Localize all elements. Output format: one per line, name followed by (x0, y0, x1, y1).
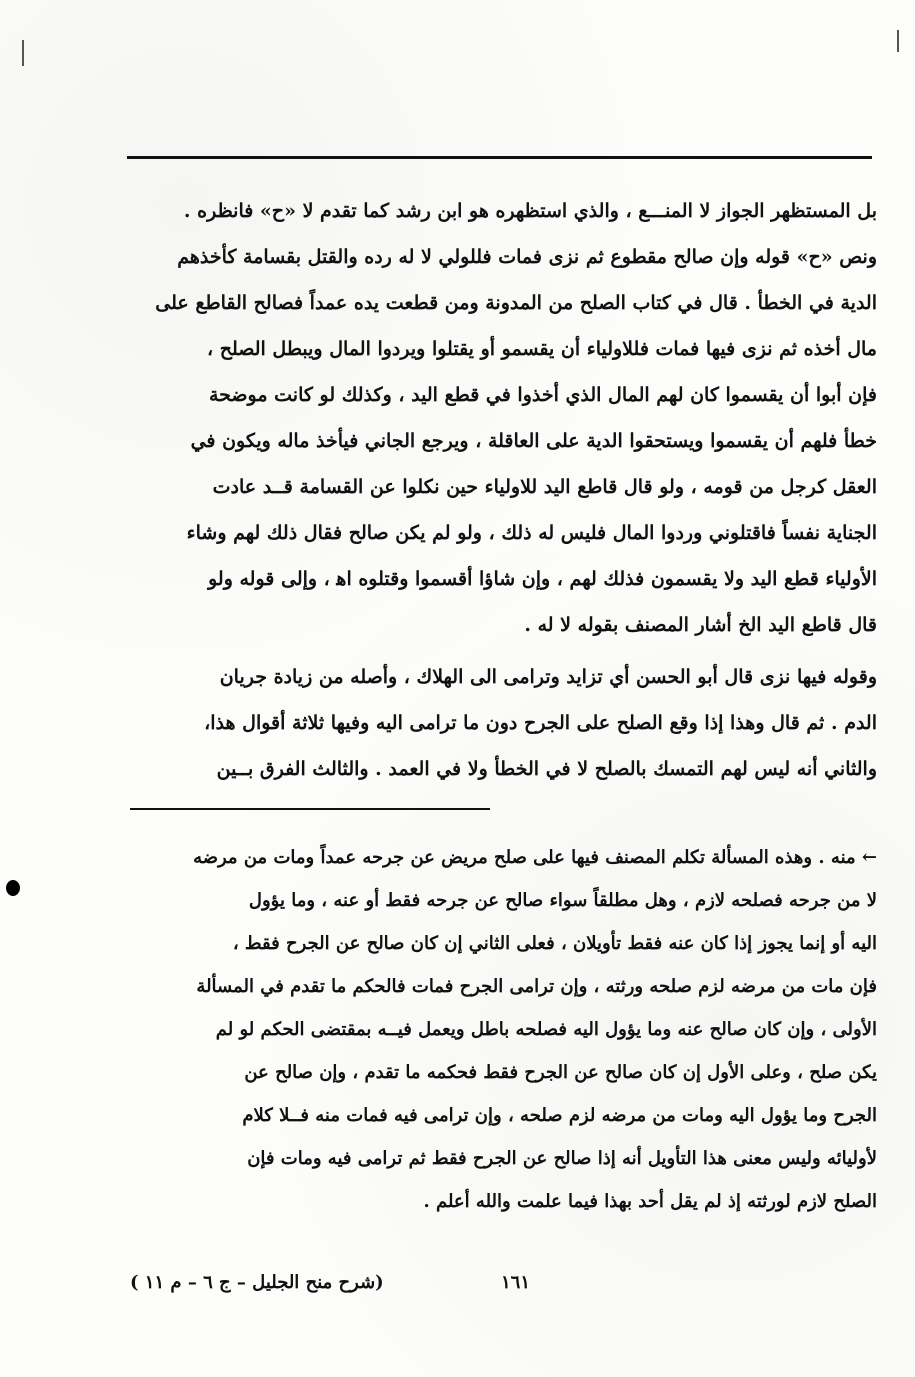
page-number: ١٦١ (500, 1272, 530, 1293)
ink-dot (6, 880, 20, 896)
text-line: الأولياء قطع اليد ولا يقسمون فذلك لهم ، وإن شاؤا أقسموا وقتلوه اﻫ ، وإلى قوله ولو (208, 568, 877, 590)
text-line: بل المستظهر الجواز لا المنـــع ، والذي استظهره هو ابن رشد كما تقدم لا «ح» فانظره . (183, 200, 877, 222)
footnote-line: لا من جرحه فصلحه لازم ، وهل مطلقاً سواء صالح عن جرحه فقط أو عنه ، وما يؤول (248, 890, 877, 911)
paragraph (125, 654, 877, 792)
paragraph (125, 188, 877, 648)
text-line: الجناية نفساً فاقتلوني وردوا المال فليس له ذلك ، ولو لم يكن صالح فقال ذلك لهم وشاء (186, 522, 877, 544)
text-line: الدية في الخطأ . قال في كتاب الصلح من المدونة ومن قطعت يده عمداً فصالح القاطع على (155, 292, 877, 314)
footnote-line: ← منه . وهذه المسألة تكلم المصنف فيها على صلح مريض عن جرحه عمداً ومات من مرضه (193, 847, 877, 868)
source-reference: (شرح منح الجليل – ج ٦ – م ١١ ) (130, 1272, 384, 1293)
footnote-line: الجرح وما يؤول اليه ومات من مرضه لزم صلحه ، وإن ترامى فيه فمات منه فــلا كلام (242, 1105, 877, 1126)
text-line: العقل كرجل من قومه ، ولو قال قاطع اليد للاولياء حين نكلوا عن القسامة قــد عادت (212, 476, 877, 498)
footnote-line: فإن مات من مرضه لزم صلحه ورثته ، وإن ترامى الجرح فمات فالحكم ما تقدم في المسألة (196, 976, 877, 997)
footnote-line: الصلح لازم لورثته إذ لم يقل أحد بهذا فيما علمت والله أعلم . (423, 1191, 877, 1212)
main-text (125, 188, 877, 792)
scan-edge-mark (22, 40, 24, 66)
text-line: وقوله فيها نزى قال أبو الحسن أي تزايد وترامى الى الهلاك ، وأصله من زيادة جريان (219, 666, 877, 688)
text-line: مال أخذه ثم نزى فيها فمات فللاولياء أن يقسمو أو يقتلوا ويردوا المال ويبطل الصلح ، (206, 338, 877, 360)
page-footer (130, 1272, 530, 1308)
text-line: خطأ فلهم أن يقسموا ويستحقوا الدية على العاقلة ، ويرجع الجاني فيأخذ ماله ويكون في (190, 430, 877, 452)
footnote-line: لأوليائه وليس معنى هذا التأويل أنه إذا صالح عن الجرح فقط ثم ترامى فيه ومات فإن (247, 1148, 877, 1169)
text-line: فإن أبوا أن يقسموا كان لهم المال الذي أخذوا في قطع اليد ، وكذلك لو كانت موضحة (208, 384, 877, 406)
text-line: قال قاطع اليد الخ أشار المصنف بقوله لا له . (524, 614, 877, 636)
text-line: ونص «ح» قوله وإن صالح مقطوع ثم نزى فمات فللولي لا له رده والقتل بقسامة كأخذهم (177, 246, 877, 268)
text-line: الدم . ثم قال وهذا إذا وقع الصلح على الجرح دون ما ترامى اليه وفيها ثلاثة أقوال هذا، (204, 712, 877, 734)
footnote-separator (130, 808, 490, 810)
footnote-line: اليه أو إنما يجوز إذا كان عنه فقط تأويلان ، فعلى الثاني إن كان صالح عن الجرح فقط ، (232, 933, 877, 954)
header-rule (127, 156, 872, 159)
footnote (125, 836, 877, 1223)
scan-edge-mark (897, 30, 899, 52)
text-line: والثاني أنه ليس لهم التمسك بالصلح لا في الخطأ ولا في العمد . والثالث الفرق بــين (216, 758, 877, 780)
footnote-line: الأولى ، وإن كان صالح عنه وما يؤول اليه فصلحه باطل ويعمل فيــه بمقتضى الحكم لو لم (215, 1019, 877, 1040)
footnote-line: يكن صلح ، وعلى الأول إن كان صالح عن الجرح فقط فحكمه ما تقدم ، وإن صالح عن (244, 1062, 877, 1083)
